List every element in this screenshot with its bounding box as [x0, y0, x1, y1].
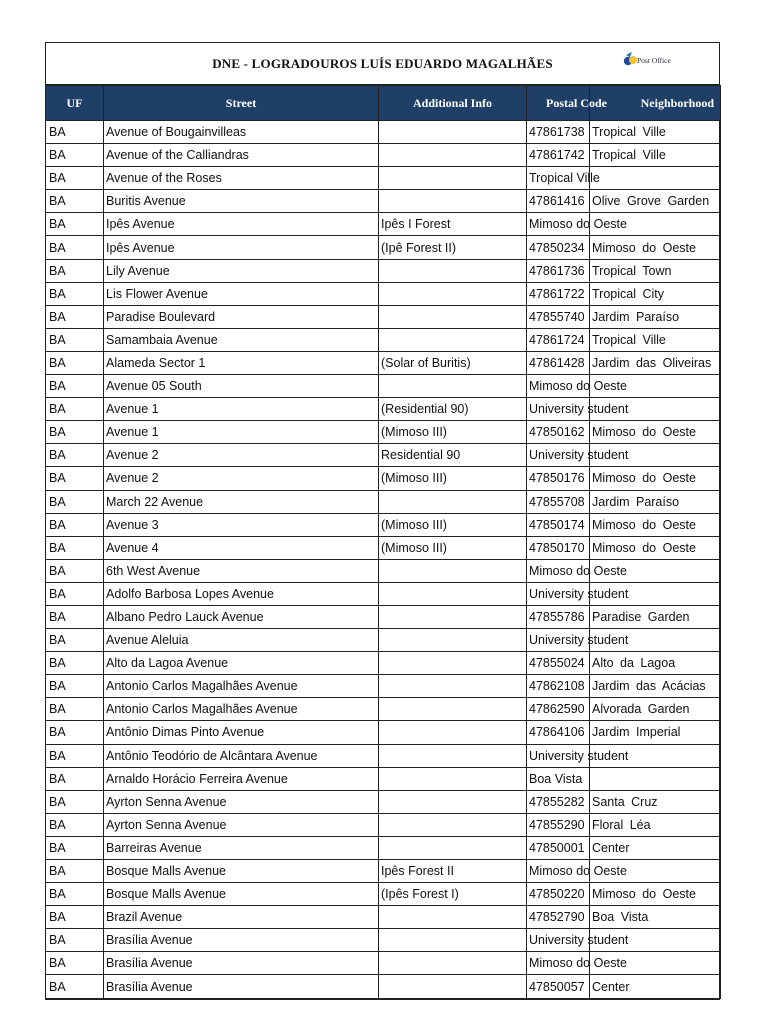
- cell-uf: BA: [46, 351, 104, 374]
- cell-additional-info: [379, 698, 527, 721]
- cell-uf: BA: [46, 975, 104, 998]
- cell-postal-code: University student: [527, 444, 590, 467]
- cell-additional-info: [379, 744, 527, 767]
- table-row: [46, 421, 721, 444]
- cell-street: Albano Pedro Lauck Avenue: [104, 605, 379, 628]
- cell-additional-info: Residential 90: [379, 444, 527, 467]
- cell-street: Ipês Avenue: [104, 236, 379, 259]
- cell-additional-info: Ipês I Forest: [379, 213, 527, 236]
- table-row: [46, 490, 721, 513]
- cell-uf: BA: [46, 375, 104, 398]
- post-office-logo: [619, 47, 681, 73]
- table-row: [46, 652, 721, 675]
- cell-neighborhood: Jardim das Acácias: [590, 675, 721, 698]
- cell-uf: BA: [46, 513, 104, 536]
- cell-postal-code: 47850174: [527, 513, 590, 536]
- cell-street: Ayrton Senna Avenue: [104, 790, 379, 813]
- cell-uf: BA: [46, 582, 104, 605]
- table-body: [46, 121, 721, 999]
- cell-street: Avenue 05 South: [104, 375, 379, 398]
- table-row: [46, 328, 721, 351]
- cell-neighborhood: Olive Grove Garden: [590, 190, 721, 213]
- cell-postal-code: Boa Vista: [527, 767, 590, 790]
- cell-additional-info: (Mimoso III): [379, 421, 527, 444]
- cell-street: Buritis Avenue: [104, 190, 379, 213]
- cell-uf: BA: [46, 721, 104, 744]
- table-row: [46, 675, 721, 698]
- cell-postal-code: 47850220: [527, 883, 590, 906]
- table-row: [46, 536, 721, 559]
- cell-neighborhood: [590, 767, 721, 790]
- cell-additional-info: [379, 952, 527, 975]
- cell-additional-info: [379, 282, 527, 305]
- table-row: [46, 513, 721, 536]
- cell-uf: BA: [46, 259, 104, 282]
- cell-postal-code: University student: [527, 629, 590, 652]
- cell-neighborhood: Center: [590, 836, 721, 859]
- cell-additional-info: [379, 259, 527, 282]
- cell-street: Bosque Malls Avenue: [104, 883, 379, 906]
- postal-code-header-label: Postal Code: [546, 96, 607, 110]
- cell-postal-code: 47862108: [527, 675, 590, 698]
- cell-postal-code: 47855740: [527, 305, 590, 328]
- cell-additional-info: [379, 813, 527, 836]
- cell-additional-info: Ipês Forest II: [379, 860, 527, 883]
- table-row: [46, 883, 721, 906]
- cell-uf: BA: [46, 144, 104, 167]
- cell-street: Ipês Avenue: [104, 213, 379, 236]
- cell-street: Avenue 1: [104, 421, 379, 444]
- cell-postal-code: University student: [527, 398, 590, 421]
- cell-neighborhood: Alto da Lagoa: [590, 652, 721, 675]
- cell-street: Avenue of Bougainvilleas: [104, 121, 379, 144]
- cell-neighborhood: Jardim das Oliveiras: [590, 351, 721, 374]
- cell-uf: BA: [46, 305, 104, 328]
- cell-postal-code: 47855786: [527, 605, 590, 628]
- cell-additional-info: (Solar of Buritis): [379, 351, 527, 374]
- table-row: [46, 167, 721, 190]
- table-row: [46, 375, 721, 398]
- table-row: [46, 952, 721, 975]
- cell-neighborhood: Center: [590, 975, 721, 998]
- cell-uf: BA: [46, 860, 104, 883]
- cell-additional-info: (Ipês Forest I): [379, 883, 527, 906]
- cell-neighborhood: Tropical Ville: [590, 328, 721, 351]
- cell-uf: BA: [46, 698, 104, 721]
- cell-uf: BA: [46, 467, 104, 490]
- document-sheet: [45, 42, 720, 1000]
- cell-additional-info: [379, 906, 527, 929]
- cell-postal-code: 47850170: [527, 536, 590, 559]
- cell-postal-code: 47861724: [527, 328, 590, 351]
- cell-postal-code: 47855708: [527, 490, 590, 513]
- cell-additional-info: [379, 190, 527, 213]
- cell-postal-code: 47864106: [527, 721, 590, 744]
- cell-postal-code: Mimoso do Oeste: [527, 860, 590, 883]
- cell-additional-info: (Mimoso III): [379, 513, 527, 536]
- cell-postal-code: Mimoso do Oeste: [527, 952, 590, 975]
- cell-neighborhood: Paradise Garden: [590, 605, 721, 628]
- table-row: [46, 351, 721, 374]
- cell-street: Avenue 3: [104, 513, 379, 536]
- table-row: [46, 813, 721, 836]
- cell-neighborhood: Mimoso do Oeste: [590, 236, 721, 259]
- cell-neighborhood: Boa Vista: [590, 906, 721, 929]
- cell-street: March 22 Avenue: [104, 490, 379, 513]
- cell-postal-code: 47850001: [527, 836, 590, 859]
- cell-street: Lis Flower Avenue: [104, 282, 379, 305]
- cell-street: Avenue of the Roses: [104, 167, 379, 190]
- table-row: [46, 975, 721, 998]
- column-header-additional-info: Additional Info: [379, 86, 527, 121]
- cell-uf: BA: [46, 906, 104, 929]
- table-row: [46, 467, 721, 490]
- cell-street: Arnaldo Horácio Ferreira Avenue: [104, 767, 379, 790]
- cell-street: Alameda Sector 1: [104, 351, 379, 374]
- table-row: [46, 860, 721, 883]
- cell-postal-code: 47850057: [527, 975, 590, 998]
- cell-additional-info: [379, 605, 527, 628]
- table-row: [46, 836, 721, 859]
- column-header-uf: UF: [46, 86, 104, 121]
- cell-uf: BA: [46, 167, 104, 190]
- cell-neighborhood: [590, 167, 721, 190]
- cell-additional-info: (Mimoso III): [379, 467, 527, 490]
- cell-street: Samambaia Avenue: [104, 328, 379, 351]
- cell-uf: BA: [46, 328, 104, 351]
- table-row: [46, 929, 721, 952]
- table-row: [46, 559, 721, 582]
- cell-additional-info: [379, 652, 527, 675]
- cell-street: Antonio Carlos Magalhães Avenue: [104, 675, 379, 698]
- cell-uf: BA: [46, 213, 104, 236]
- cell-additional-info: [379, 721, 527, 744]
- cell-uf: BA: [46, 744, 104, 767]
- cell-street: Alto da Lagoa Avenue: [104, 652, 379, 675]
- cell-uf: BA: [46, 813, 104, 836]
- cell-postal-code: University student: [527, 929, 590, 952]
- cell-uf: BA: [46, 629, 104, 652]
- cell-additional-info: [379, 328, 527, 351]
- cell-additional-info: [379, 559, 527, 582]
- document-title: DNE - LOGRADOUROS LUÍS EDUARDO MAGALHÃES: [212, 56, 553, 71]
- cell-neighborhood: Tropical Ville: [590, 144, 721, 167]
- cell-additional-info: [379, 836, 527, 859]
- cell-postal-code: 47861416: [527, 190, 590, 213]
- streets-table: [45, 85, 721, 999]
- table-row: [46, 605, 721, 628]
- table-row: [46, 767, 721, 790]
- cell-postal-code: Mimoso do Oeste: [527, 559, 590, 582]
- cell-street: Antônio Dimas Pinto Avenue: [104, 721, 379, 744]
- cell-additional-info: [379, 975, 527, 998]
- cell-postal-code: 47862590: [527, 698, 590, 721]
- cell-uf: BA: [46, 952, 104, 975]
- logo-text: Post Office: [637, 56, 671, 65]
- cell-neighborhood: Santa Cruz: [590, 790, 721, 813]
- column-header-street: Street: [104, 86, 379, 121]
- cell-additional-info: [379, 121, 527, 144]
- cell-street: Avenue Aleluia: [104, 629, 379, 652]
- title-bar: [46, 43, 719, 85]
- cell-neighborhood: Mimoso do Oeste: [590, 536, 721, 559]
- cell-street: Ayrton Senna Avenue: [104, 813, 379, 836]
- cell-postal-code: 47861738: [527, 121, 590, 144]
- cell-neighborhood: Tropical Town: [590, 259, 721, 282]
- cell-additional-info: [379, 305, 527, 328]
- cell-street: Antônio Teodório de Alcântara Avenue: [104, 744, 379, 767]
- cell-uf: BA: [46, 444, 104, 467]
- cell-uf: BA: [46, 398, 104, 421]
- cell-additional-info: (Residential 90): [379, 398, 527, 421]
- cell-uf: BA: [46, 536, 104, 559]
- table-row: [46, 282, 721, 305]
- cell-uf: BA: [46, 652, 104, 675]
- table-row: [46, 121, 721, 144]
- cell-additional-info: [379, 929, 527, 952]
- cell-postal-code: 47850234: [527, 236, 590, 259]
- cell-street: Adolfo Barbosa Lopes Avenue: [104, 582, 379, 605]
- cell-postal-code: University student: [527, 582, 590, 605]
- table-row: [46, 906, 721, 929]
- column-header-neighborhood: Neighborhood: [590, 86, 721, 121]
- cell-neighborhood: Tropical City: [590, 282, 721, 305]
- cell-uf: BA: [46, 559, 104, 582]
- cell-neighborhood: Jardim Imperial: [590, 721, 721, 744]
- cell-uf: BA: [46, 883, 104, 906]
- table-row: [46, 190, 721, 213]
- cell-postal-code: 47852790: [527, 906, 590, 929]
- cell-street: Brazil Avenue: [104, 906, 379, 929]
- cell-street: Bosque Malls Avenue: [104, 860, 379, 883]
- table-row: [46, 790, 721, 813]
- cell-additional-info: (Mimoso III): [379, 536, 527, 559]
- cell-street: 6th West Avenue: [104, 559, 379, 582]
- table-row: [46, 236, 721, 259]
- table-row: [46, 582, 721, 605]
- cell-additional-info: [379, 675, 527, 698]
- cell-postal-code: 47855024: [527, 652, 590, 675]
- cell-additional-info: [379, 167, 527, 190]
- cell-street: Avenue of the Calliandras: [104, 144, 379, 167]
- table-row: [46, 444, 721, 467]
- cell-uf: BA: [46, 790, 104, 813]
- cell-additional-info: [379, 490, 527, 513]
- cell-neighborhood: Mimoso do Oeste: [590, 883, 721, 906]
- cell-uf: BA: [46, 929, 104, 952]
- cell-street: Avenue 4: [104, 536, 379, 559]
- cell-additional-info: [379, 790, 527, 813]
- cell-uf: BA: [46, 190, 104, 213]
- table-row: [46, 144, 721, 167]
- cell-uf: BA: [46, 767, 104, 790]
- table-row: [46, 305, 721, 328]
- cell-street: Lily Avenue: [104, 259, 379, 282]
- cell-postal-code: 47861742: [527, 144, 590, 167]
- cell-street: Antonio Carlos Magalhães Avenue: [104, 698, 379, 721]
- cell-street: Brasília Avenue: [104, 975, 379, 998]
- cell-neighborhood: Mimoso do Oeste: [590, 467, 721, 490]
- cell-street: Barreiras Avenue: [104, 836, 379, 859]
- cell-uf: BA: [46, 282, 104, 305]
- cell-uf: BA: [46, 605, 104, 628]
- column-header-postal-code: [527, 86, 607, 121]
- cell-neighborhood: Alvorada Garden: [590, 698, 721, 721]
- cell-street: Brasília Avenue: [104, 952, 379, 975]
- cell-postal-code: 47855282: [527, 790, 590, 813]
- cell-postal-code: 47850162: [527, 421, 590, 444]
- cell-neighborhood: Jardim Paraíso: [590, 305, 721, 328]
- cell-additional-info: [379, 144, 527, 167]
- table-row: [46, 259, 721, 282]
- cell-uf: BA: [46, 675, 104, 698]
- cell-neighborhood: Floral Léa: [590, 813, 721, 836]
- cell-postal-code: 47861722: [527, 282, 590, 305]
- cell-additional-info: [379, 375, 527, 398]
- table-row: [46, 629, 721, 652]
- table-header-row: [46, 86, 721, 121]
- cell-additional-info: [379, 629, 527, 652]
- cell-postal-code: Mimoso do Oeste: [527, 375, 590, 398]
- table-row: [46, 721, 721, 744]
- cell-additional-info: (Ipê Forest II): [379, 236, 527, 259]
- cell-neighborhood: Jardim Paraíso: [590, 490, 721, 513]
- cell-street: Avenue 1: [104, 398, 379, 421]
- table-row: [46, 398, 721, 421]
- cell-uf: BA: [46, 490, 104, 513]
- cell-additional-info: [379, 582, 527, 605]
- cell-street: Paradise Boulevard: [104, 305, 379, 328]
- cell-postal-code: 47861428: [527, 351, 590, 374]
- cell-postal-code: 47850176: [527, 467, 590, 490]
- cell-street: Avenue 2: [104, 444, 379, 467]
- cell-uf: BA: [46, 236, 104, 259]
- cell-uf: BA: [46, 421, 104, 444]
- cell-uf: BA: [46, 121, 104, 144]
- cell-neighborhood: Mimoso do Oeste: [590, 421, 721, 444]
- cell-neighborhood: Tropical Ville: [590, 121, 721, 144]
- table-row: [46, 213, 721, 236]
- cell-postal-code: Tropical Ville: [527, 167, 590, 190]
- table-row: [46, 698, 721, 721]
- cell-street: Brasília Avenue: [104, 929, 379, 952]
- cell-neighborhood: Mimoso do Oeste: [590, 513, 721, 536]
- cell-postal-code: 47855290: [527, 813, 590, 836]
- cell-street: Avenue 2: [104, 467, 379, 490]
- cell-postal-code: University student: [527, 744, 590, 767]
- cell-uf: BA: [46, 836, 104, 859]
- cell-postal-code: 47861736: [527, 259, 590, 282]
- table-row: [46, 744, 721, 767]
- cell-additional-info: [379, 767, 527, 790]
- cell-postal-code: Mimoso do Oeste: [527, 213, 590, 236]
